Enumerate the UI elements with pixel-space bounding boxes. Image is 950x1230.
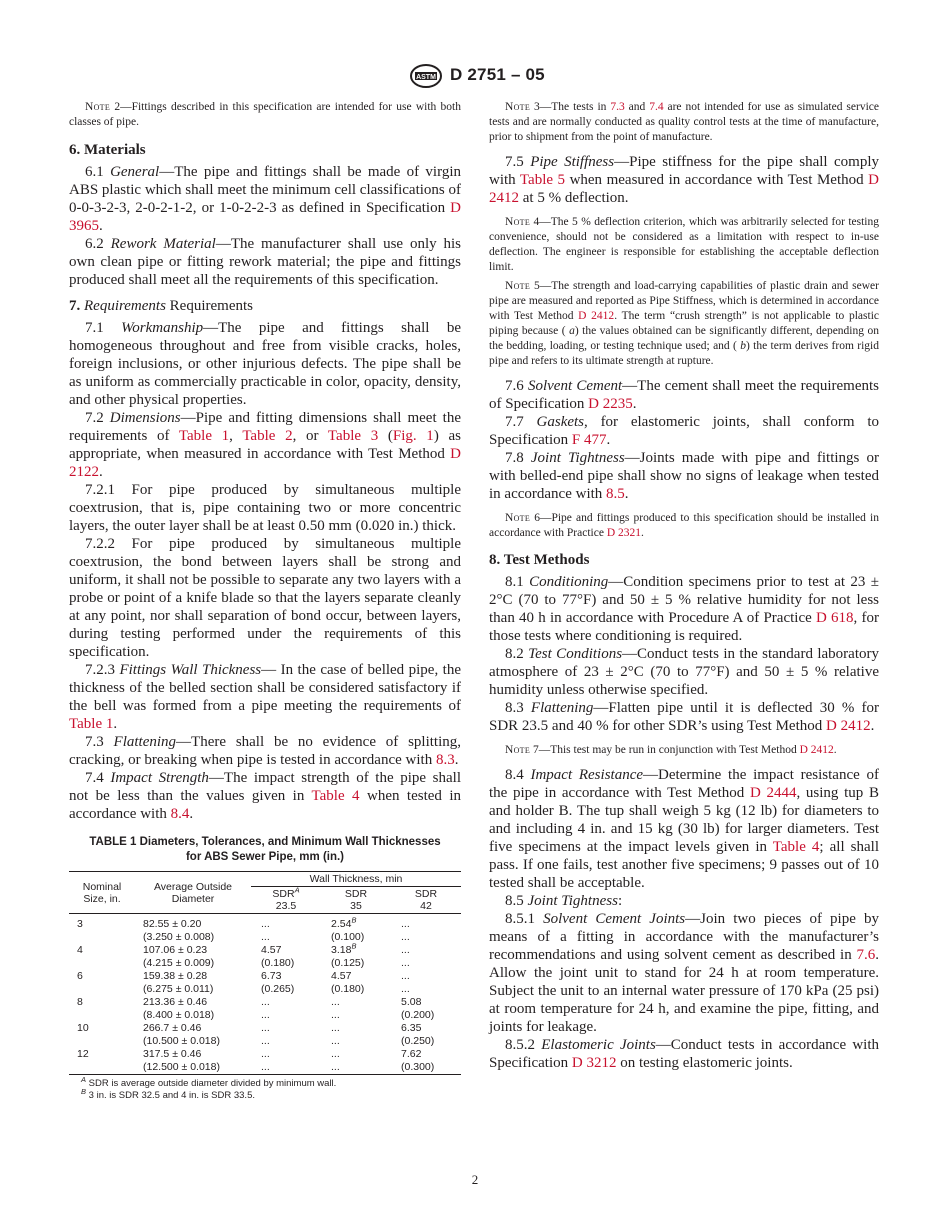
cell-od-in: (4.215 ± 0.009): [143, 957, 215, 969]
para-6-2: 6.2 Rework Material—The manufacturer shall use only his own clean pipe or fitting rework material; the pipe and fittings produced shall meet all the requirements of this specification.: [69, 236, 461, 288]
cell-sdr-23-5-in: ...: [261, 1061, 270, 1073]
link-table-2[interactable]: Table 2: [242, 428, 293, 444]
cell-sdr-35-in: ...: [331, 1061, 340, 1073]
link-7-6[interactable]: 7.6: [856, 947, 876, 963]
table-1: [69, 835, 461, 1102]
cell-sdr-23-5-in: ...: [261, 1009, 270, 1021]
cell-nominal-size: 6: [77, 970, 83, 982]
link-d2122[interactable]: D 2122: [69, 446, 461, 480]
link-table-4[interactable]: Table 4: [311, 788, 360, 804]
col-header-sdr-23-5: $SDR^A$ 23.5: [272, 885, 300, 912]
para-8-5-1: 8.5.1 Solvent Cement Joints—Join two pieces of pipe by means of a fitting in accordance with the manufacturer’s recommendations and using solvent cement as described in 7.6. Allow the joint unit to stand for 24 h at room temperature. Subject the unit to an internal water pressure of 170 kPa (25 psi) at room temperature for 24 h, and examine the pipe, fitting, and joints for leakage.: [489, 911, 879, 1035]
cell-sdr-35-mm: ...: [331, 1022, 340, 1034]
cell-nominal-size: 10: [77, 1022, 89, 1034]
para-7-7: 7.7 Gaskets, for elastomeric joints, shall conform to Specification F 477.: [489, 414, 879, 448]
para-8-4: 8.4 Impact Resistance—Determine the impact resistance of the pipe in accordance with Test Method D 2444, using tup B and holder B. The tup shall weigh 5 kg (12 lb) for diameters to and including 4 in. and 15 kg (30 lb) for larger diameters. Test five specimens at the impact levels given in Table 4; all shall pass. If one fails, test another five specimens; 9 passes out of 10 tested shall be acceptable.: [489, 767, 879, 891]
para-8-1: 8.1 Conditioning—Condition specimens prior to test at 23 ± 2°C (70 to 77°F) and 50 ± 5 % relative humidity for not less than 40 h in accordance with Procedure A of Practice D 618, for those tests where conditioning is required.: [489, 574, 880, 644]
para-7-2-1: 7.2.1 For pipe produced by simultaneous multiple coextrusion, that is, pipe containing two or more concentric layers, the outer layer shall be at least 0.50 mm (0.020 in.) thick.: [69, 482, 461, 534]
cell-sdr-35-in: ...: [331, 1035, 340, 1047]
cell-sdr-42-mm: ...: [401, 970, 410, 982]
cell-sdr-42-mm: 7.62: [401, 1048, 422, 1060]
link-d618[interactable]: D 618: [815, 610, 854, 626]
page-number: 2: [471, 1172, 479, 1187]
link-table-4[interactable]: Table 4: [772, 839, 820, 855]
cell-sdr-35-in: (0.180): [331, 983, 365, 995]
cell-od-mm: 82.55 ± 0.20: [143, 918, 202, 930]
cell-nominal-size: 12: [77, 1048, 89, 1060]
col-header-average-od: Average Outside Diameter: [153, 880, 233, 905]
para-8-5-2: 8.5.2 Elastomeric Joints—Conduct tests in accordance with Specification D 3212 on testing elastomeric joints.: [489, 1037, 879, 1071]
col-header-nominal: Nominal Size, in.: [82, 880, 122, 905]
para-7-3: 7.3 Flattening—There shall be no evidence of splitting, cracking, or breaking when pipe is tested in accordance with 8.3.: [69, 734, 461, 768]
link-fig-1[interactable]: Fig. 1: [392, 428, 434, 444]
cell-sdr-42-in: ...: [401, 983, 410, 995]
cell-sdr-23-5-mm: ...: [261, 918, 270, 930]
cell-od-in: (10.500 ± 0.018): [143, 1035, 220, 1047]
cell-nominal-size: 3: [77, 918, 83, 930]
cell-od-in: (12.500 ± 0.018): [143, 1061, 220, 1073]
link-7-4[interactable]: 7.4: [649, 101, 664, 113]
cell-sdr-42-in: (0.300): [401, 1061, 435, 1073]
table-row: [69, 996, 461, 1009]
para-7-4: 7.4 Impact Strength—The impact strength of the pipe shall not be less than the values given in Table 4 when tested in accordance with 8.4.: [69, 770, 461, 822]
cell-nominal-size: 4: [77, 944, 83, 956]
page-header: [0, 64, 950, 88]
cell-od-mm: 107.06 ± 0.23: [143, 944, 208, 956]
cell-sdr-23-5-mm: 6.73: [261, 970, 282, 982]
cell-sdr-23-5-in: (0.180): [261, 957, 295, 969]
para-8-3: 8.3 Flattening—Flatten pipe until it is deflected 30 % for SDR 23.5 and 40 % for other SDR’s using Test Method D 2412.: [489, 700, 880, 734]
link-d2412[interactable]: D 2412: [826, 718, 871, 734]
para-7-2: 7.2 Dimensions—Pipe and fitting dimensions shall meet the requirements of Table 1, Table 2, or Table 3 (Fig. 1) as appropriate, when measured in accordance with Test Method D 2122.: [69, 410, 461, 480]
table-row: [69, 1022, 461, 1035]
link-table-3[interactable]: Table 3: [327, 428, 379, 444]
cell-sdr-23-5-mm: ...: [261, 1048, 270, 1060]
cell-sdr-42-in: ...: [401, 957, 410, 969]
section-6-heading: 6. Materials: [69, 142, 146, 158]
link-8-4[interactable]: 8.4: [170, 806, 190, 822]
cell-sdr-23-5-in: ...: [261, 931, 270, 943]
col-header-wall-thickness: Wall Thickness, min: [251, 872, 461, 887]
table-row: [69, 914, 461, 932]
table-1-body: [69, 914, 461, 1075]
cell-sdr-23-5-mm: ...: [261, 996, 270, 1008]
cell-od-mm: 266.7 ± 0.46: [143, 1022, 202, 1034]
cell-sdr-35-in: (0.100): [331, 931, 365, 943]
link-d3965[interactable]: D 3965: [69, 200, 461, 234]
link-d2321[interactable]: D 2321: [606, 527, 641, 539]
link-d2412[interactable]: D 2412: [799, 744, 834, 756]
link-table-5[interactable]: Table 5: [519, 172, 566, 188]
cell-sdr-42-in: (0.200): [401, 1009, 435, 1021]
table-row: [69, 970, 461, 983]
cell-nominal-size: 8: [77, 996, 83, 1008]
cell-sdr-42-mm: 5.08: [401, 996, 422, 1008]
link-table-1[interactable]: Table 1: [178, 428, 230, 444]
cell-sdr-42-mm: 6.35: [401, 1022, 422, 1034]
cell-sdr-35-mm: 4.57: [331, 970, 352, 982]
logo-text: ASTM: [416, 74, 436, 81]
cell-sdr-23-5-in: ...: [261, 1035, 270, 1047]
cell-od-in: (8.400 ± 0.018): [143, 1009, 215, 1021]
cell-od-mm: 317.5 ± 0.46: [143, 1048, 202, 1060]
cell-sdr-35-in: (0.125): [331, 957, 365, 969]
cell-sdr-35-mm: ...: [331, 996, 340, 1008]
link-d2412[interactable]: D 2412: [489, 172, 879, 206]
cell-sdr-42-mm: ...: [401, 918, 410, 930]
cell-od-mm: 213.36 ± 0.46: [143, 996, 208, 1008]
right-column: [489, 100, 879, 1072]
cell-sdr-35-mm: $3.18^B$: [331, 941, 357, 956]
link-d2235[interactable]: D 2235: [588, 396, 633, 412]
para-7-8: 7.8 Joint Tightness—Joints made with pipe and fittings or with belled-end pipe shall show no signs of leakage when tested in accordance with 8.5.: [489, 450, 880, 502]
table-1-caption: TABLE 1 Diameters, Tolerances, and Minimum Wall Thicknesses for ABS Sewer Pipe, mm (in.): [89, 836, 441, 863]
cell-od-in: (6.275 ± 0.011): [143, 983, 214, 995]
note-2: Note 2—Fittings described in this specification are intended for use with both classes of pipe.: [69, 101, 461, 128]
link-table-1[interactable]: Table 1: [69, 716, 114, 732]
note-6: Note 6—Pipe and fittings produced to this specification should be installed in accordance with Practice D 2321.: [489, 512, 879, 539]
cell-sdr-42-mm: ...: [401, 944, 410, 956]
link-8-5[interactable]: 8.5: [606, 486, 625, 502]
para-7-2-2: 7.2.2 For pipe produced by simultaneous multiple coextrusion, the bond between layers shall be strong and uniform, it shall not be possible to separate any two layers with a probe or point of a knife blade so that the layers separate cleanly at any point, nor shall separation of bond occur, between layers, during testing performed under the requirements of this specification.: [69, 536, 461, 660]
link-d3212[interactable]: D 3212: [571, 1055, 617, 1071]
link-8-3[interactable]: 8.3: [435, 752, 455, 768]
link-d2444[interactable]: D 2444: [749, 785, 797, 801]
left-column: [69, 100, 461, 1102]
col-header-sdr-35: SDR 35: [344, 888, 368, 912]
cell-sdr-35-mm: ...: [331, 1048, 340, 1060]
astm-logo-icon: [409, 64, 443, 88]
cell-sdr-42-in: (0.250): [401, 1035, 435, 1047]
cell-sdr-23-5-mm: ...: [261, 1022, 270, 1034]
note-7: Note 7—This test may be run in conjunction with Test Method D 2412.: [505, 744, 837, 756]
cell-od-mm: 159.38 ± 0.28: [143, 970, 208, 982]
section-8-heading: 8. Test Methods: [489, 552, 590, 568]
table-row: [69, 1048, 461, 1061]
note-4: Note 4—The 5 % deflection criterion, which was arbitrarily selected for testing convenience, should not be considered as a limitation with respect to in-use deflection. The engineer is responsible for establishing the acceptable deflection limit.: [489, 216, 879, 273]
para-7-5: 7.5 Pipe Stiffness—Pipe stiffness for the pipe shall comply with Table 5 when measured in accordance with Test Method D 2412 at 5 % deflection.: [489, 154, 880, 206]
link-7-3[interactable]: 7.3: [610, 101, 625, 113]
table-row: [69, 944, 461, 957]
link-f477[interactable]: F 477: [571, 432, 607, 448]
para-6-1: 6.1 General—The pipe and fittings shall be made of virgin ABS plastic which shall meet the minimum cell classifications of 0-0-3-2-3, 2-0-2-1-2, or 1-0-2-2-3 as defined in Specification D 3965.: [69, 164, 462, 234]
note-5: Note 5—The strength and load-carrying capabilities of plastic drain and sewer pipe are measured and reported as Pipe Stiffness, which is determined in accordance with Test Method D 2412. The term “crush strength” is not applicable to plastic piping because ( a) the values obtained can be significantly different, depending on the bedding, loading, or testing technique used; and ( b) the term derives from rigid pipe and refers to its ultimate strength at rupture.: [489, 280, 879, 367]
cell-sdr-23-5-in: (0.265): [261, 983, 295, 995]
cell-sdr-35-mm: $2.54^B$: [331, 915, 357, 930]
document-designation: D 2751 – 05: [450, 65, 545, 84]
table-1-footnote-b: $^B$ 3 in. is SDR 32.5 and 4 in. is SDR 33.5.: [81, 1086, 255, 1101]
para-7-6: 7.6 Solvent Cement—The cement shall meet the requirements of Specification D 2235.: [489, 378, 879, 412]
para-8-2: 8.2 Test Conditions—Conduct tests in the standard laboratory atmosphere of 23 ± 2°C (70 to 77°F) and 50 ± 5 % relative humidity unless otherwise specified.: [489, 646, 879, 698]
para-8-5: 8.5 Joint Tightness:: [505, 893, 623, 909]
para-7-1: 7.1 Workmanship—The pipe and fittings shall be homogeneous throughout and free from visible cracks, holes, foreign inclusions, or other injurious defects. The pipe shall be as uniform as commercially practicable in color, opacity, density, and other physical properties.: [69, 320, 462, 408]
para-7-2-3: 7.2.3 Fittings Wall Thickness— In the case of belled pipe, the thickness of the belled section shall be considered satisfactory if the bell was formed from a pipe meeting the requirements of Table 1.: [69, 662, 461, 732]
cell-sdr-35-in: ...: [331, 1009, 340, 1021]
col-header-sdr-42: SDR 42: [414, 888, 438, 912]
table-1-footnote-a: $^A$ SDR is average outside diameter divided by minimum wall.: [81, 1074, 337, 1089]
cell-od-in: (3.250 ± 0.008): [143, 931, 215, 943]
cell-sdr-23-5-mm: 4.57: [261, 944, 282, 956]
cell-sdr-42-in: ...: [401, 931, 410, 943]
section-7-heading: 7. Requirements Requirements: [69, 298, 253, 314]
table-1-grid: [69, 871, 461, 1075]
link-d2412[interactable]: D 2412: [578, 310, 615, 322]
note-3: Note 3—The tests in 7.3 and 7.4 are not intended for use as simulated service tests and are normally conducted as quality control tests at the time of manufacture, prior to shipment from the point of manufacture.: [489, 101, 879, 143]
